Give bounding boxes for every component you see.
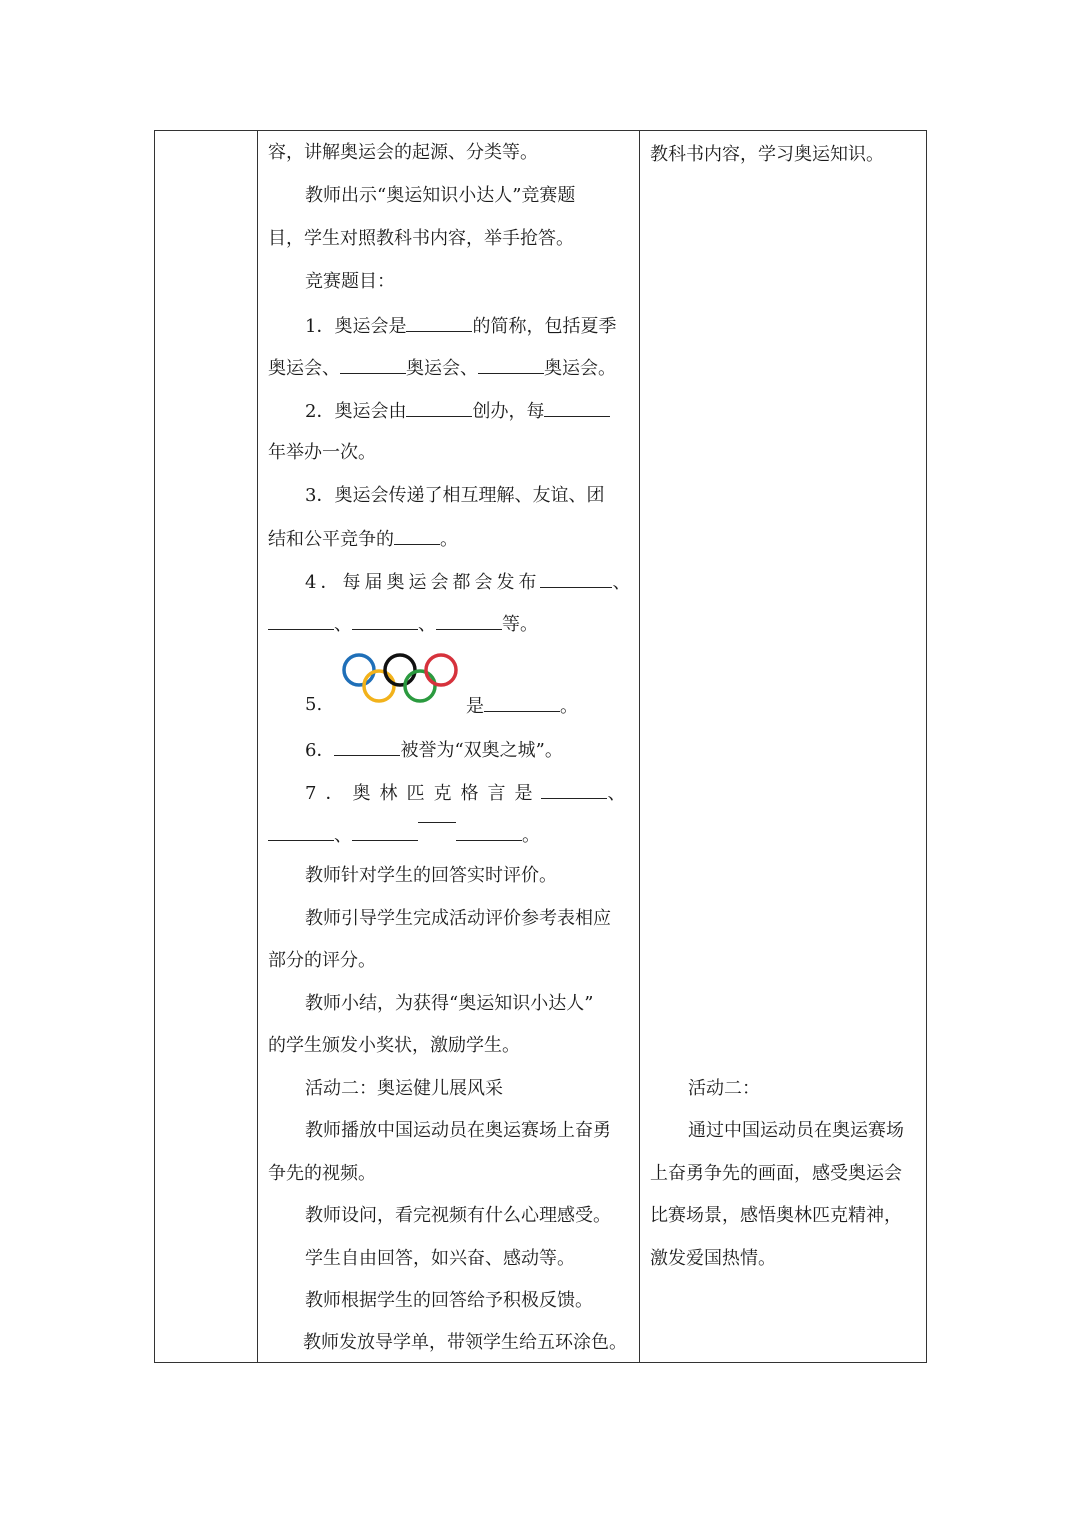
activity-2-label: 活动二：	[688, 1078, 760, 1099]
text: 是	[466, 696, 484, 717]
column-divider-2	[639, 131, 640, 1362]
text-line: 目，学生对照教科书内容，举手抢答。	[268, 228, 574, 249]
text-line: 教科书内容，学习奥运知识。	[650, 144, 884, 165]
text: 创办，每	[472, 401, 545, 422]
activity-2-heading: 活动二：奥运健儿展风采	[305, 1078, 503, 1099]
text: 、	[418, 614, 436, 635]
question-5-answer	[466, 693, 578, 719]
answer-blank	[406, 313, 472, 332]
text-line: 教师发放导学单，带领学生给五环涂色。	[303, 1332, 627, 1353]
answer-blank	[541, 780, 607, 799]
green-ring	[405, 671, 435, 701]
answer-blank	[540, 569, 612, 588]
question-5-number: 5.	[305, 694, 323, 715]
answer-blank	[268, 611, 334, 630]
text: 4．每届奥运会都会发布	[305, 572, 541, 593]
answer-blank	[436, 611, 502, 630]
text-line: 的学生颁发小奖状，激励学生。	[268, 1035, 520, 1056]
answer-blank	[544, 398, 610, 417]
red-ring	[426, 655, 456, 685]
question-4-line-2	[268, 611, 538, 637]
text-line: 通过中国运动员在奥运赛场	[688, 1120, 904, 1141]
text: 的简称，包括夏季	[472, 316, 617, 337]
text: 、	[334, 825, 352, 846]
text: 被誉为“双奥之城”。	[400, 740, 563, 761]
text: 奥运会。	[544, 358, 616, 379]
text-line: 激发爱国热情。	[650, 1248, 776, 1269]
question-6	[305, 737, 563, 763]
text: 6．	[305, 740, 335, 761]
text: 、	[334, 614, 352, 635]
blue-ring	[344, 655, 374, 685]
text-line: 学生自由回答，如兴奋、感动等。	[305, 1248, 575, 1269]
question-7-line-1	[305, 780, 634, 806]
text: 。	[522, 825, 540, 846]
black-ring	[385, 655, 415, 685]
text: 。	[440, 529, 458, 550]
olympic-rings-icon	[338, 653, 462, 705]
text-line: 教师设问，看完视频有什么心理感受。	[305, 1205, 611, 1226]
text-line: 竞赛题目：	[305, 271, 395, 292]
text: 等。	[502, 614, 538, 635]
answer-blank	[406, 398, 472, 417]
answer-blank	[456, 822, 522, 841]
question-3-line-2	[268, 526, 458, 552]
answer-blank	[484, 693, 560, 712]
answer-blank	[334, 737, 400, 756]
answer-blank	[352, 822, 418, 841]
text-line: 教师播放中国运动员在奥运赛场上奋勇	[305, 1120, 611, 1141]
text: 结和公平竞争的	[268, 529, 394, 550]
answer-blank	[352, 611, 418, 630]
text-line: 教师针对学生的回答实时评价。	[305, 865, 557, 886]
text-line: 教师根据学生的回答给予积极反馈。	[305, 1290, 593, 1311]
text: 奥运会、	[268, 358, 340, 379]
text-line: 3．奥运会传递了相互理解、友谊、团	[305, 485, 605, 506]
answer-blank	[478, 355, 544, 374]
dash	[418, 822, 456, 823]
text: 。	[560, 696, 578, 717]
question-7-line-2	[268, 822, 540, 848]
question-1-line-1	[305, 313, 616, 339]
text-line: 教师出示“奥运知识小达人”竞赛题	[305, 185, 576, 206]
answer-blank	[268, 822, 334, 841]
question-1-line-2	[268, 355, 616, 381]
text-line: 教师小结，为获得“奥运知识小达人”	[305, 993, 594, 1014]
text-line: 年举办一次。	[268, 442, 376, 463]
text-line: 上奋勇争先的画面，感受奥运会	[650, 1163, 902, 1184]
text: 、	[607, 783, 635, 804]
answer-blank	[340, 355, 406, 374]
text: 2．奥运会由	[305, 401, 407, 422]
text: 、	[612, 572, 635, 593]
text-line: 争先的视频。	[268, 1163, 376, 1184]
text-line: 容，讲解奥运会的起源、分类等。	[268, 142, 538, 163]
question-2-line-1	[305, 398, 610, 424]
yellow-ring	[364, 671, 394, 701]
text-line: 比赛场景，感悟奥林匹克精神，	[650, 1205, 902, 1226]
text: 奥运会、	[406, 358, 478, 379]
text-line: 教师引导学生完成活动评价参考表相应	[305, 908, 611, 929]
text: 7．奥林匹克格言是	[305, 783, 542, 804]
question-4-line-1	[305, 569, 634, 595]
text-line: 部分的评分。	[268, 950, 376, 971]
text: 1．奥运会是	[305, 316, 407, 337]
column-divider-1	[257, 131, 258, 1362]
answer-blank	[394, 526, 440, 545]
